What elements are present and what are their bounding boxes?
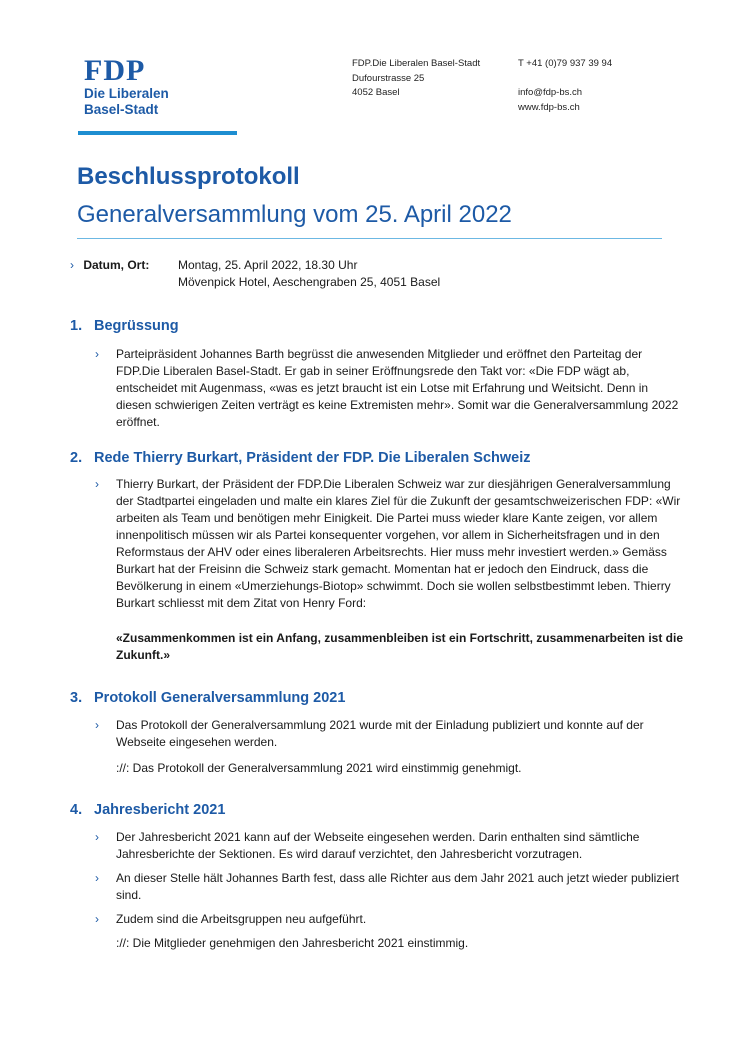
fdp-logo — [84, 56, 169, 118]
logo-line-1: Die Liberalen — [84, 86, 169, 101]
section-number: 3. — [70, 690, 83, 706]
date-location — [70, 257, 441, 291]
address-line: Dufourstrasse 25 — [352, 72, 425, 84]
quote: «Zusammenkommen ist ein Anfang, zusammenbleiben ist ein Fortschritt, zusammenarbeiten ist die Zukunft.» — [116, 631, 684, 662]
section-heading — [70, 802, 225, 818]
resolution: ://: Das Protokoll der Generalversammlung 2021 wird einstimmig genehmigt. — [116, 761, 522, 775]
chevron-right-icon: › — [95, 830, 99, 844]
resolution: ://: Die Mitglieder genehmigen den Jahresbericht 2021 einstimmig. — [116, 936, 469, 950]
list-item — [95, 911, 685, 928]
logo-wordmark: FDP — [84, 54, 146, 87]
section-number: 4. — [70, 802, 83, 818]
list-item — [95, 476, 685, 612]
chevron-right-icon: › — [95, 912, 99, 926]
contact-phone: T +41 (0)79 937 39 94 — [518, 58, 613, 69]
list-item — [95, 829, 685, 863]
item-text: Thierry Burkart, der Präsident der FDP.Die Liberalen Schweiz war zur diesjährigen Generalversammlung der Stadtpartei eingeladen und malte ein klares Ziel für die Zukunft der gesamtschweizerischen FDP: «Wir arbeiten als Team und benötigen mehr Einigkeit. Die Partei muss wieder klare Kante zeigen, vor allem innenpolitisch müssen wir als Partei konsequenter vorgehen, vor allem in Sicherheitsfragen und in den Reformstaus der AHV oder eines liberaleren Arbeitsrechts. Hier muss mehr investiert werden.» Gemäss Burkart hat der Freisinn die Schweiz stark gemacht. Momentan hat er jedoch den Eindruck, dass die Bevölkerung in einem «Umerziehungs-Biotop» schwimmt. Doch sie wollen selbstbestimmt leben. Thierry Burkart schliesst mit dem Zitat von Henry Ford: — [116, 477, 681, 610]
item-text: Zudem sind die Arbeitsgruppen neu aufgeführt. — [116, 912, 367, 926]
item-text: Das Protokoll der Generalversammlung 2021 wurde mit der Einladung publiziert und konnte auf der Webseite eingesehen werden. — [116, 718, 644, 749]
address-block — [352, 57, 480, 101]
chevron-right-icon: › — [95, 718, 99, 732]
address-line: 4052 Basel — [352, 87, 400, 98]
meta-location: Mövenpick Hotel, Aeschengraben 25, 4051 Basel — [178, 275, 441, 289]
contact-web: www.fdp-bs.ch — [518, 101, 580, 113]
section-title: Rede Thierry Burkart, Präsident der FDP. Die Liberalen Schweiz — [94, 450, 531, 466]
section-title: Jahresbericht 2021 — [94, 802, 226, 818]
logo-underline — [78, 131, 237, 135]
list-item — [95, 870, 685, 904]
section-heading — [70, 690, 345, 706]
chevron-right-icon: › — [95, 871, 99, 885]
document-subtitle: Generalversammlung vom 25. April 2022 — [77, 201, 512, 228]
meta-date: Montag, 25. April 2022, 18.30 Uhr — [178, 258, 358, 272]
meta-label: Datum, Ort: — [83, 258, 150, 272]
chevron-right-icon: › — [95, 477, 99, 491]
section-heading — [70, 318, 179, 334]
document-title: Beschlussprotokoll — [77, 163, 300, 190]
address-line: FDP.Die Liberalen Basel-Stadt — [352, 58, 481, 69]
section-number: 1. — [70, 318, 83, 334]
list-item — [95, 717, 685, 751]
item-text: Der Jahresbericht 2021 kann auf der Webseite eingesehen werden. Darin enthalten sind sämtliche Jahresberichte der Sektionen. Es wird darauf verzichtet, den Jahresbericht vorzutragen. — [116, 830, 640, 861]
list-item — [95, 346, 685, 431]
section-title: Protokoll Generalversammlung 2021 — [94, 690, 346, 706]
section-title: Begrüssung — [94, 318, 179, 334]
section-heading — [70, 450, 531, 466]
chevron-right-icon: › — [70, 258, 74, 272]
contact-block — [518, 57, 612, 115]
section-number: 2. — [70, 450, 83, 466]
contact-email: info@fdp-bs.ch — [518, 87, 583, 98]
item-text: Parteipräsident Johannes Barth begrüsst die anwesenden Mitglieder und eröffnet den Parteitag der FDP.Die Liberalen Basel-Stadt. Er gab in seiner Eröffnungsrede den Takt vor: «Die FDP wägt ab, entscheidet mit Augenmass, «was es jetzt braucht ist ein Lotse mit Erfahrung und Weitsicht. Denn in diesen schwierigen Zeiten verträgt es keine Extremisten mehr». Somit war die Generalversammlung 2022 eröffnet. — [116, 347, 679, 429]
item-text: An dieser Stelle hält Johannes Barth fest, dass alle Richter aus dem Jahr 2021 auch jetzt wieder publiziert sind. — [116, 871, 679, 902]
logo-line-2: Basel-Stadt — [84, 102, 159, 117]
title-divider — [77, 238, 662, 239]
chevron-right-icon: › — [95, 347, 99, 361]
